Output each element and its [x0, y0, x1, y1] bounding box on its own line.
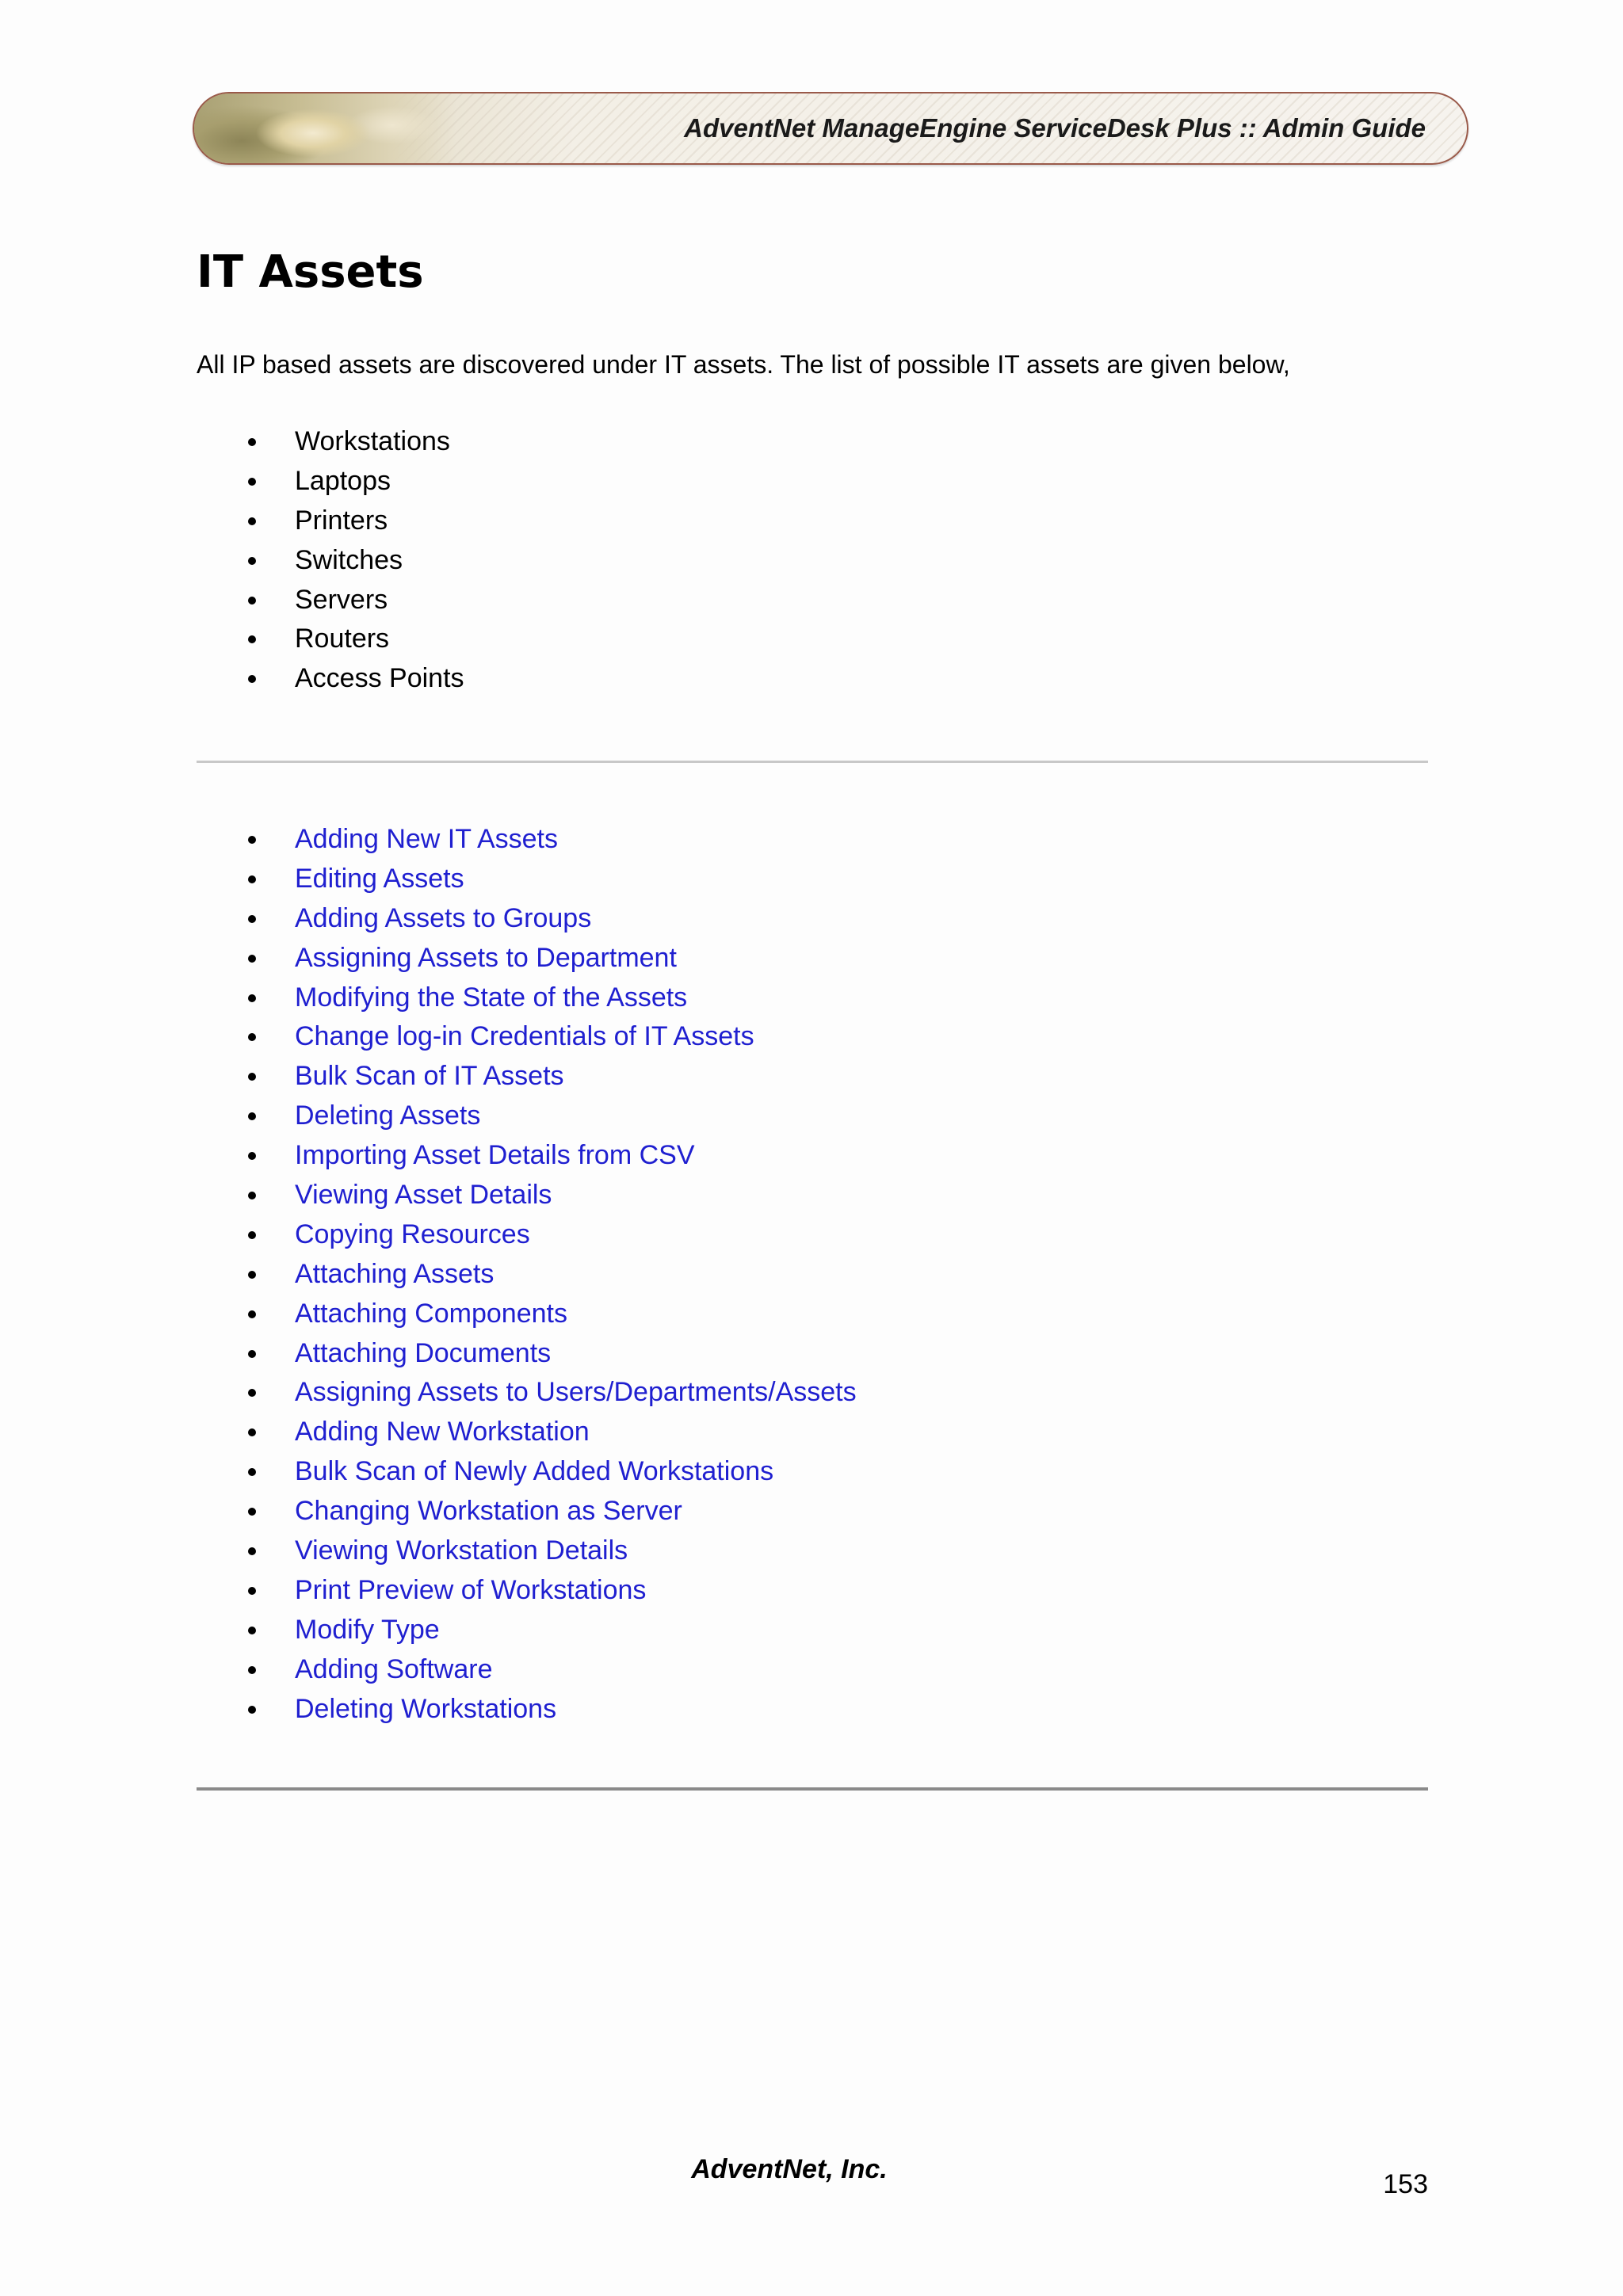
bullet-icon — [248, 1547, 256, 1555]
bullet-icon — [248, 1350, 256, 1358]
bullet-icon — [248, 915, 256, 923]
bullet-icon — [248, 1310, 256, 1318]
asset-type-label: Workstations — [295, 426, 450, 456]
link-attaching-documents[interactable]: Attaching Documents — [295, 1337, 552, 1368]
bullet-icon — [248, 635, 256, 643]
link-change-login-credentials[interactable]: Change log-in Credentials of IT Assets — [295, 1021, 754, 1052]
link-deleting-assets[interactable]: Deleting Assets — [295, 1100, 481, 1131]
bullet-icon — [248, 1271, 256, 1279]
bullet-icon — [248, 994, 256, 1002]
link-modifying-state-of-assets[interactable]: Modifying the State of the Assets — [295, 982, 688, 1013]
link-copying-resources[interactable]: Copying Resources — [295, 1219, 530, 1249]
link-modify-type[interactable]: Modify Type — [295, 1614, 440, 1645]
bullet-icon — [248, 1428, 256, 1436]
link-attaching-components[interactable]: Attaching Components — [295, 1298, 567, 1329]
bullet-icon — [248, 1112, 256, 1120]
link-changing-workstation-as-server[interactable]: Changing Workstation as Server — [295, 1496, 682, 1527]
bullet-icon — [248, 517, 256, 525]
bullet-icon — [248, 1666, 256, 1674]
link-adding-new-workstation[interactable]: Adding New Workstation — [295, 1417, 590, 1447]
section-divider — [197, 761, 1428, 763]
bullet-icon — [248, 1389, 256, 1397]
link-attaching-assets[interactable]: Attaching Assets — [295, 1258, 495, 1289]
link-assigning-assets-users-departments[interactable]: Assigning Assets to Users/Departments/Assets — [295, 1377, 857, 1408]
link-deleting-workstations[interactable]: Deleting Workstations — [295, 1693, 557, 1724]
bullet-icon — [248, 675, 256, 683]
link-print-preview-workstations[interactable]: Print Preview of Workstations — [295, 1574, 647, 1605]
bullet-icon — [248, 597, 256, 605]
bullet-icon — [248, 1468, 256, 1476]
bullet-icon — [248, 1192, 256, 1199]
bullet-icon — [248, 955, 256, 963]
bullet-icon — [248, 557, 256, 565]
section-divider — [197, 1787, 1428, 1791]
bullet-icon — [248, 1508, 256, 1516]
link-bulk-scan-it-assets[interactable]: Bulk Scan of IT Assets — [295, 1061, 564, 1092]
bullet-icon — [248, 1627, 256, 1634]
bullet-icon — [248, 1706, 256, 1714]
footer-company: AdventNet, Inc. — [691, 2154, 888, 2184]
page-number: 153 — [1383, 2169, 1428, 2199]
asset-type-label: Switches — [295, 544, 403, 575]
bullet-icon — [248, 875, 256, 883]
bullet-icon — [248, 1587, 256, 1595]
header-banner — [193, 92, 1468, 165]
link-importing-asset-details-csv[interactable]: Importing Asset Details from CSV — [295, 1140, 695, 1171]
asset-type-label: Laptops — [295, 465, 391, 496]
asset-type-label: Printers — [295, 505, 388, 536]
link-bulk-scan-new-workstations[interactable]: Bulk Scan of Newly Added Workstations — [295, 1456, 774, 1487]
bullet-icon — [248, 1231, 256, 1239]
asset-type-label: Access Points — [295, 663, 464, 694]
bullet-icon — [248, 836, 256, 844]
asset-type-label: Routers — [295, 624, 390, 654]
link-viewing-asset-details[interactable]: Viewing Asset Details — [295, 1180, 552, 1211]
link-assigning-assets-to-department[interactable]: Assigning Assets to Department — [295, 942, 677, 973]
link-adding-assets-to-groups[interactable]: Adding Assets to Groups — [295, 902, 592, 933]
bullet-icon — [248, 1033, 256, 1041]
bullet-icon — [248, 1073, 256, 1081]
bullet-icon — [248, 1152, 256, 1160]
page-title: IT Assets — [197, 246, 424, 298]
banner-title: AdventNet ManageEngine ServiceDesk Plus :: Admin Guide — [684, 113, 1426, 143]
banner-artwork — [194, 93, 456, 163]
link-editing-assets[interactable]: Editing Assets — [295, 863, 464, 894]
bullet-icon — [248, 438, 256, 446]
intro-paragraph: All IP based assets are discovered under IT assets. The list of possible IT assets are given below, — [197, 350, 1290, 379]
bullet-icon — [248, 478, 256, 486]
link-adding-new-it-assets[interactable]: Adding New IT Assets — [295, 824, 558, 854]
link-viewing-workstation-details[interactable]: Viewing Workstation Details — [295, 1535, 628, 1566]
link-adding-software[interactable]: Adding Software — [295, 1653, 493, 1684]
asset-type-label: Servers — [295, 584, 388, 615]
